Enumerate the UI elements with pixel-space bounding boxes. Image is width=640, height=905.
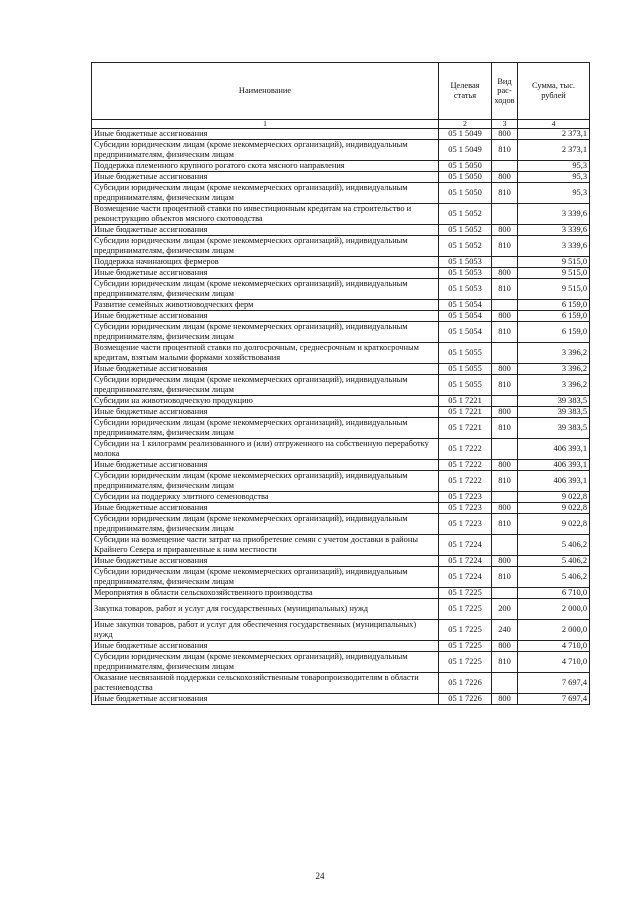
table-row [92,236,590,257]
row-type-cell: 800 [492,172,518,183]
page-number: 24 [315,871,325,881]
row-name-cell: Иные бюджетные ассигнования [92,364,439,375]
row-sum-cell: 95,3 [518,161,590,172]
row-name-cell: Иные бюджетные ассигнования [92,460,439,471]
row-sum-cell: 2 373,1 [518,129,590,140]
header-sum: Сумма, тыс. рублей [518,63,590,120]
row-sum-cell: 6 159,0 [518,311,590,322]
table-row [92,514,590,535]
row-type-cell: 800 [492,129,518,140]
row-sum-cell: 3 339,6 [518,204,590,225]
row-name-cell: Субсидии юридическим лицам (кроме некоммерческих организаций), индивидуальным предпринимателям, физическим лицам [92,514,439,535]
row-type-cell: 800 [492,503,518,514]
row-code-cell: 05 1 7223 [439,514,492,535]
row-code-cell: 05 1 5053 [439,268,492,279]
table-row [92,183,590,204]
row-type-cell: 800 [492,268,518,279]
row-name-cell: Иные бюджетные ассигнования [92,407,439,418]
row-name-cell: Иные бюджетные ассигнования [92,641,439,652]
row-sum-cell: 5 406,2 [518,535,590,556]
table-row [92,471,590,492]
row-code-cell: 05 1 5054 [439,311,492,322]
row-code-cell: 05 1 7225 [439,652,492,673]
row-sum-cell: 9 515,0 [518,268,590,279]
table-row [92,279,590,300]
row-sum-cell: 406 393,1 [518,460,590,471]
row-name-cell: Субсидии юридическим лицам (кроме некоммерческих организаций), индивидуальным предпринимателям, физическим лицам [92,183,439,204]
row-sum-cell: 6 159,0 [518,322,590,343]
row-name-cell: Развитие семейных животноводческих ферм [92,300,439,311]
table-row [92,204,590,225]
row-code-cell: 05 1 7224 [439,567,492,588]
row-type-cell: 810 [492,418,518,439]
row-type-cell [492,300,518,311]
table-row [92,129,590,140]
row-code-cell: 05 1 5055 [439,364,492,375]
row-sum-cell: 5 406,2 [518,567,590,588]
row-type-cell: 800 [492,407,518,418]
row-sum-cell: 3 339,6 [518,236,590,257]
row-type-cell [492,161,518,172]
header-code: Целевая статья [439,63,492,120]
row-sum-cell: 2 000,0 [518,620,590,641]
table-row [92,588,590,599]
row-sum-cell: 95,3 [518,183,590,204]
row-sum-cell: 3 396,2 [518,364,590,375]
table-body [92,129,590,705]
row-code-cell: 05 1 5055 [439,375,492,396]
row-code-cell: 05 1 5055 [439,343,492,364]
row-name-cell: Субсидии юридическим лицам (кроме некоммерческих организаций), индивидуальным предпринимателям, физическим лицам [92,418,439,439]
row-name-cell: Субсидии юридическим лицам (кроме некоммерческих организаций), индивидуальным предпринимателям, физическим лицам [92,567,439,588]
row-type-cell [492,673,518,694]
table-row [92,300,590,311]
table-row [92,257,590,268]
column-numbers-row [92,120,590,129]
row-name-cell: Возмещение части процентной ставки по долгосрочным, среднесрочным и краткосрочным кредитам, взятым малыми формами хозяйствования [92,343,439,364]
table-row [92,364,590,375]
row-sum-cell: 9 022,8 [518,503,590,514]
table-row [92,503,590,514]
table-row [92,172,590,183]
row-code-cell: 05 1 5054 [439,300,492,311]
row-code-cell: 05 1 7221 [439,418,492,439]
row-code-cell: 05 1 5050 [439,183,492,204]
row-type-cell: 810 [492,652,518,673]
table-row [92,407,590,418]
header-type: Вид рас-ходов [492,63,518,120]
row-name-cell: Поддержка племенного крупного рогатого скота мясного направления [92,161,439,172]
row-sum-cell: 6 710,0 [518,588,590,599]
table-row [92,694,590,705]
row-name-cell: Иные бюджетные ассигнования [92,503,439,514]
row-type-cell [492,343,518,364]
row-sum-cell: 9 515,0 [518,279,590,300]
table-row [92,673,590,694]
row-sum-cell: 95,3 [518,172,590,183]
table-row [92,439,590,460]
row-type-cell: 810 [492,514,518,535]
row-type-cell [492,588,518,599]
row-type-cell [492,492,518,503]
row-code-cell: 05 1 5052 [439,204,492,225]
table-row [92,343,590,364]
row-type-cell [492,396,518,407]
row-type-cell: 810 [492,375,518,396]
row-code-cell: 05 1 7224 [439,535,492,556]
row-type-cell: 800 [492,311,518,322]
row-name-cell: Иные бюджетные ассигнования [92,225,439,236]
row-code-cell: 05 1 7226 [439,673,492,694]
row-sum-cell: 9 515,0 [518,257,590,268]
row-name-cell: Субсидии юридическим лицам (кроме некоммерческих организаций), индивидуальным предпринимателям, физическим лицам [92,471,439,492]
row-type-cell: 800 [492,364,518,375]
row-code-cell: 05 1 7226 [439,694,492,705]
row-type-cell: 810 [492,322,518,343]
row-type-cell: 240 [492,620,518,641]
row-sum-cell: 4 710,0 [518,652,590,673]
row-sum-cell: 9 022,8 [518,514,590,535]
row-type-cell: 800 [492,694,518,705]
table-row [92,322,590,343]
budget-table [91,62,590,705]
row-name-cell: Субсидии на поддержку элитного семеноводства [92,492,439,503]
row-name-cell: Субсидии юридическим лицам (кроме некоммерческих организаций), индивидуальным предпринимателям, физическим лицам [92,652,439,673]
table-row [92,652,590,673]
row-name-cell: Поддержка начинающих фермеров [92,257,439,268]
column-number: 4 [518,120,590,129]
table-row [92,556,590,567]
table-header [92,63,590,129]
row-type-cell: 810 [492,236,518,257]
row-name-cell: Иные бюджетные ассигнования [92,172,439,183]
row-name-cell: Иные закупки товаров, работ и услуг для обеспечения государственных (муниципальных) нужд [92,620,439,641]
row-code-cell: 05 1 7224 [439,556,492,567]
table-row [92,641,590,652]
header-name: Наименование [92,63,439,120]
row-name-cell: Иные бюджетные ассигнования [92,694,439,705]
column-number: 2 [439,120,492,129]
table-row [92,567,590,588]
budget-table-container [91,62,589,705]
row-code-cell: 05 1 7222 [439,439,492,460]
row-type-cell: 810 [492,471,518,492]
row-code-cell: 05 1 5050 [439,172,492,183]
row-name-cell: Субсидии на животноводческую продукцию [92,396,439,407]
row-name-cell: Субсидии на 1 килограмм реализованного и (или) отгруженного на собственную переработку молока [92,439,439,460]
row-code-cell: 05 1 7221 [439,396,492,407]
row-code-cell: 05 1 7223 [439,492,492,503]
row-code-cell: 05 1 7222 [439,460,492,471]
row-code-cell: 05 1 7221 [439,407,492,418]
column-number: 3 [492,120,518,129]
row-name-cell: Иные бюджетные ассигнования [92,311,439,322]
row-sum-cell: 39 383,5 [518,396,590,407]
row-sum-cell: 7 697,4 [518,694,590,705]
row-type-cell: 810 [492,279,518,300]
row-code-cell: 05 1 5053 [439,279,492,300]
row-type-cell [492,257,518,268]
table-row [92,375,590,396]
table-row [92,599,590,620]
row-type-cell: 810 [492,140,518,161]
row-name-cell: Оказание несвязанной поддержки сельскохозяйственным товаропроизводителям в области растениеводства [92,673,439,694]
row-type-cell: 800 [492,225,518,236]
table-row [92,418,590,439]
row-type-cell [492,535,518,556]
row-code-cell: 05 1 5052 [439,236,492,257]
row-code-cell: 05 1 7225 [439,588,492,599]
row-code-cell: 05 1 7225 [439,599,492,620]
row-sum-cell: 4 710,0 [518,641,590,652]
row-name-cell: Субсидии юридическим лицам (кроме некоммерческих организаций), индивидуальным предпринимателям, физическим лицам [92,375,439,396]
row-name-cell: Закупка товаров, работ и услуг для государственных (муниципальных) нужд [92,599,439,620]
table-row [92,161,590,172]
row-sum-cell: 2 373,1 [518,140,590,161]
row-name-cell: Иные бюджетные ассигнования [92,129,439,140]
table-row [92,620,590,641]
row-sum-cell: 3 339,6 [518,225,590,236]
table-row [92,396,590,407]
row-sum-cell: 39 383,5 [518,407,590,418]
row-code-cell: 05 1 5054 [439,322,492,343]
row-code-cell: 05 1 5049 [439,140,492,161]
row-sum-cell: 406 393,1 [518,439,590,460]
row-type-cell [492,204,518,225]
table-row [92,140,590,161]
row-code-cell: 05 1 5050 [439,161,492,172]
row-code-cell: 05 1 5052 [439,225,492,236]
row-code-cell: 05 1 7225 [439,641,492,652]
table-row [92,535,590,556]
row-sum-cell: 6 159,0 [518,300,590,311]
row-sum-cell: 9 022,8 [518,492,590,503]
table-row [92,460,590,471]
row-sum-cell: 39 383,5 [518,418,590,439]
row-sum-cell: 7 697,4 [518,673,590,694]
row-code-cell: 05 1 7222 [439,471,492,492]
column-number: 1 [92,120,439,129]
row-name-cell: Субсидии юридическим лицам (кроме некоммерческих организаций), индивидуальным предпринимателям, физическим лицам [92,322,439,343]
row-sum-cell: 5 406,2 [518,556,590,567]
row-sum-cell: 2 000,0 [518,599,590,620]
row-code-cell: 05 1 7223 [439,503,492,514]
table-row [92,492,590,503]
row-code-cell: 05 1 5053 [439,257,492,268]
row-name-cell: Иные бюджетные ассигнования [92,268,439,279]
row-type-cell: 800 [492,641,518,652]
table-row [92,311,590,322]
row-name-cell: Субсидии юридическим лицам (кроме некоммерческих организаций), индивидуальным предпринимателям, физическим лицам [92,236,439,257]
row-code-cell: 05 1 7225 [439,620,492,641]
row-name-cell: Мероприятия в области сельскохозяйственного производства [92,588,439,599]
row-name-cell: Субсидии юридическим лицам (кроме некоммерческих организаций), индивидуальным предпринимателям, физическим лицам [92,279,439,300]
row-type-cell [492,439,518,460]
row-code-cell: 05 1 5049 [439,129,492,140]
row-type-cell: 200 [492,599,518,620]
row-type-cell: 800 [492,460,518,471]
row-name-cell: Субсидии на возмещение части затрат на приобретение семян с учетом доставки в районы Крайнего Севера и приравненные к ним местности [92,535,439,556]
row-name-cell: Субсидии юридическим лицам (кроме некоммерческих организаций), индивидуальным предпринимателям, физическим лицам [92,140,439,161]
row-sum-cell: 3 396,2 [518,343,590,364]
row-type-cell: 800 [492,556,518,567]
table-row [92,225,590,236]
row-name-cell: Иные бюджетные ассигнования [92,556,439,567]
row-type-cell: 810 [492,567,518,588]
table-row [92,268,590,279]
row-type-cell: 810 [492,183,518,204]
row-name-cell: Возмещение части процентной ставки по инвестиционным кредитам на строительство и реконструкцию объектов мясного скотоводства [92,204,439,225]
row-sum-cell: 406 393,1 [518,471,590,492]
row-sum-cell: 3 396,2 [518,375,590,396]
